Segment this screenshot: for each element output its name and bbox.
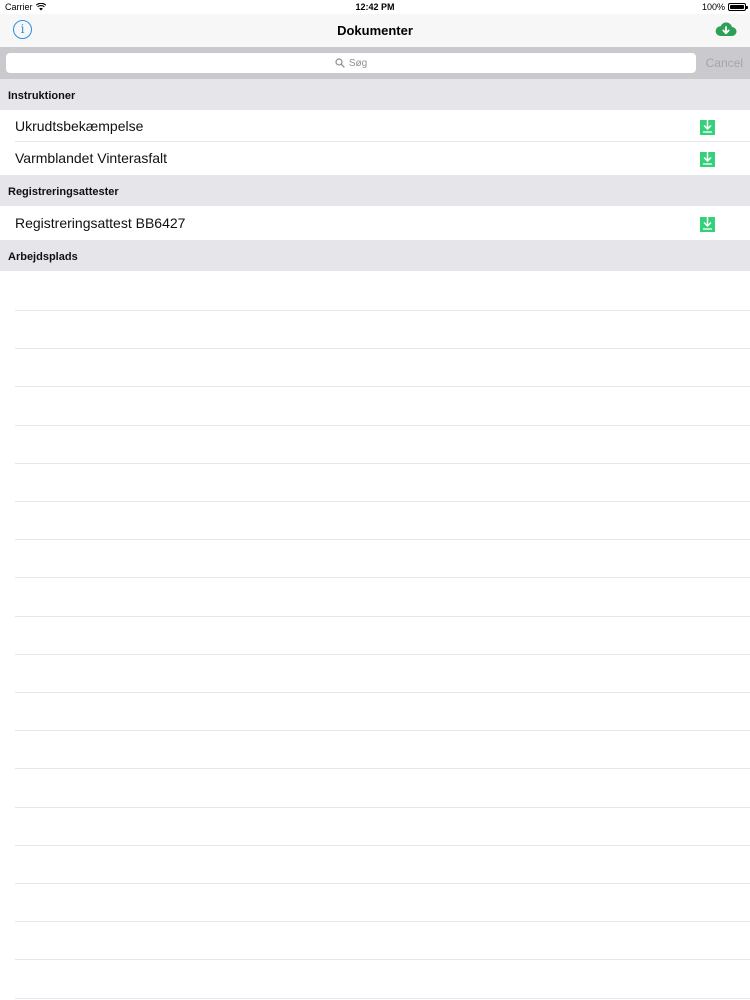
empty-row-separator <box>15 845 750 846</box>
empty-row-separator <box>15 539 750 540</box>
document-row[interactable] <box>0 110 750 142</box>
battery-indicator <box>702 0 746 14</box>
section-header-instruktioner: Instruktioner <box>0 79 750 110</box>
navigation-bar <box>0 14 750 47</box>
info-icon[interactable]: i <box>13 20 32 39</box>
clock: 12:42 PM <box>355 2 395 12</box>
carrier-label: Carrier <box>5 2 33 12</box>
document-title: Ukrudtsbekæmpelse <box>15 118 144 134</box>
section-header-registreringsattester: Registreringsattester <box>0 175 750 206</box>
empty-row-separator <box>15 348 750 349</box>
document-row[interactable] <box>0 207 750 239</box>
search-input[interactable] <box>6 53 696 73</box>
empty-row-separator <box>15 959 750 960</box>
empty-row-separator <box>15 463 750 464</box>
empty-row-separator <box>15 998 750 999</box>
battery-fill <box>730 5 744 9</box>
empty-row-separator <box>15 501 750 502</box>
search-icon <box>335 58 345 68</box>
empty-row-separator <box>15 425 750 426</box>
empty-row-separator <box>15 807 750 808</box>
section-header-arbejdsplads: Arbejdsplads <box>0 240 750 271</box>
download-icon[interactable] <box>700 150 715 167</box>
battery-icon <box>728 3 746 11</box>
document-title: Registreringsattest BB6427 <box>15 215 186 231</box>
document-row[interactable] <box>0 142 750 174</box>
battery-percent: 100% <box>701 2 725 12</box>
empty-row-separator <box>15 654 750 655</box>
empty-row-separator <box>15 616 750 617</box>
empty-row-separator <box>15 921 750 922</box>
empty-row-separator <box>15 310 750 311</box>
empty-row-separator <box>15 692 750 693</box>
empty-row-separator <box>15 577 750 578</box>
download-icon[interactable] <box>700 215 715 232</box>
document-title: Varmblandet Vinterasfalt <box>15 150 168 166</box>
cloud-download-icon[interactable] <box>715 21 737 37</box>
search-placeholder: Søg <box>348 57 368 69</box>
status-bar <box>0 0 750 14</box>
empty-row-separator <box>15 768 750 769</box>
download-icon[interactable] <box>700 118 715 135</box>
cancel-button[interactable]: Cancel <box>705 56 743 70</box>
search-bar <box>0 47 750 79</box>
empty-row-separator <box>15 386 750 387</box>
empty-row-separator <box>15 730 750 731</box>
empty-row-separator <box>15 883 750 884</box>
page-title: Dokumenter <box>337 23 413 38</box>
